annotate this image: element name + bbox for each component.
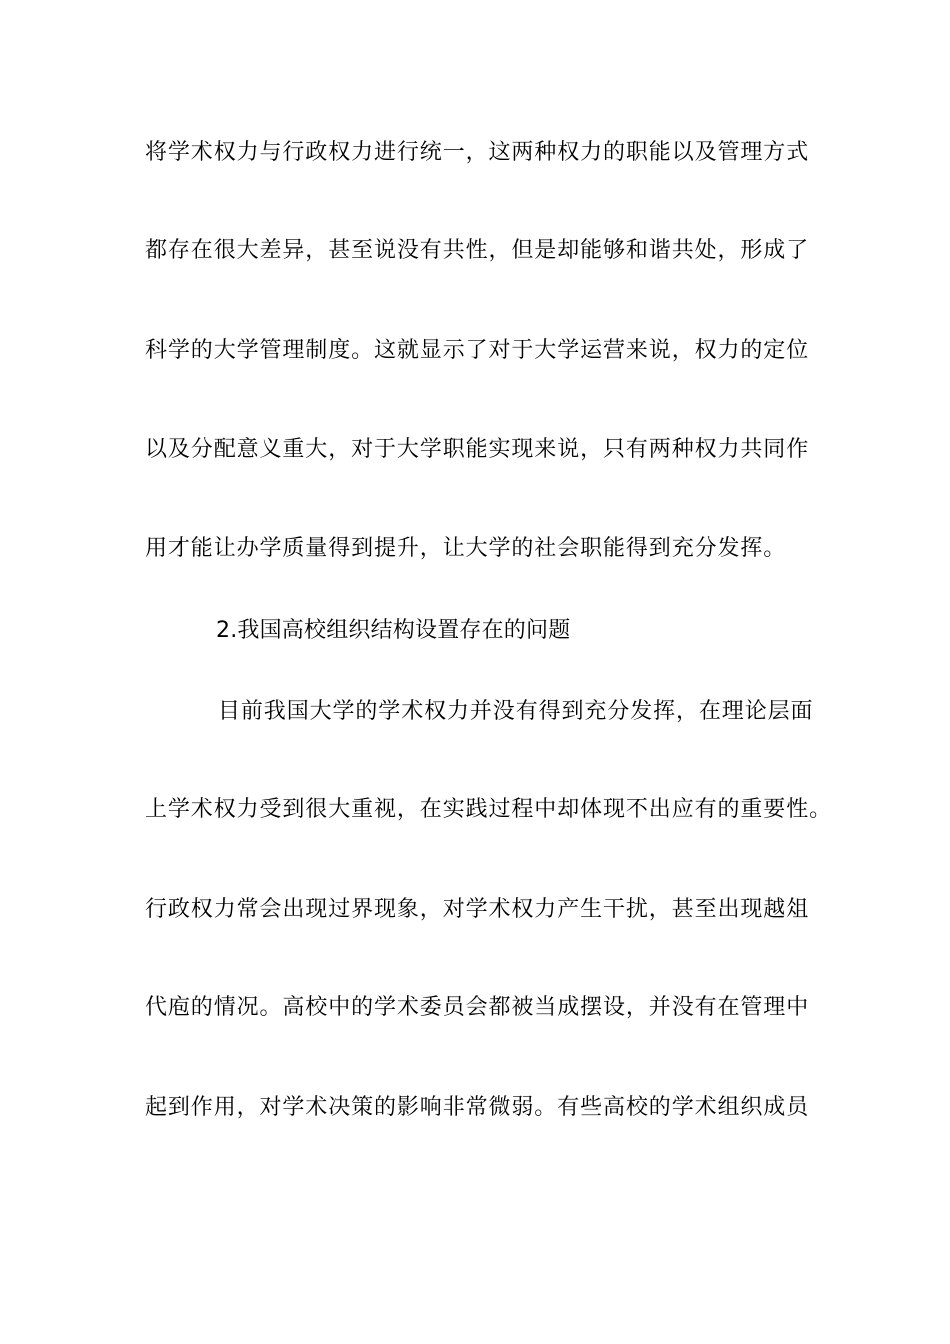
paragraph-line: 上学术权力受到很大重视，在实践过程中却体现不出应有的重要性。 [145,797,833,822]
paragraph-line: 用才能让办学质量得到提升，让大学的社会职能得到充分发挥。 [145,536,787,561]
paragraph-line: 都存在很大差异，甚至说没有共性，但是却能够和谐共处，形成了 [145,238,810,263]
paragraph-line: 将学术权力与行政权力进行统一，这两种权力的职能以及管理方式 [145,140,810,165]
paragraph-line: 行政权力常会出现过界现象，对学术权力产生干扰，甚至出现越俎 [145,897,810,922]
section-heading: 2.我国高校组织结构设置存在的问题 [216,618,571,643]
paragraph-line: 科学的大学管理制度。这就显示了对于大学运营来说，权力的定位 [145,338,810,363]
paragraph-line: 代庖的情况。高校中的学术委员会都被当成摆设，并没有在管理中 [145,995,810,1020]
paragraph-line: 起到作用，对学术决策的影响非常微弱。有些高校的学术组织成员 [145,1095,810,1120]
paragraph-line: 目前我国大学的学术权力并没有得到充分发挥，在理论层面 [218,699,814,724]
paragraph-line: 以及分配意义重大，对于大学职能实现来说，只有两种权力共同作 [145,437,810,462]
